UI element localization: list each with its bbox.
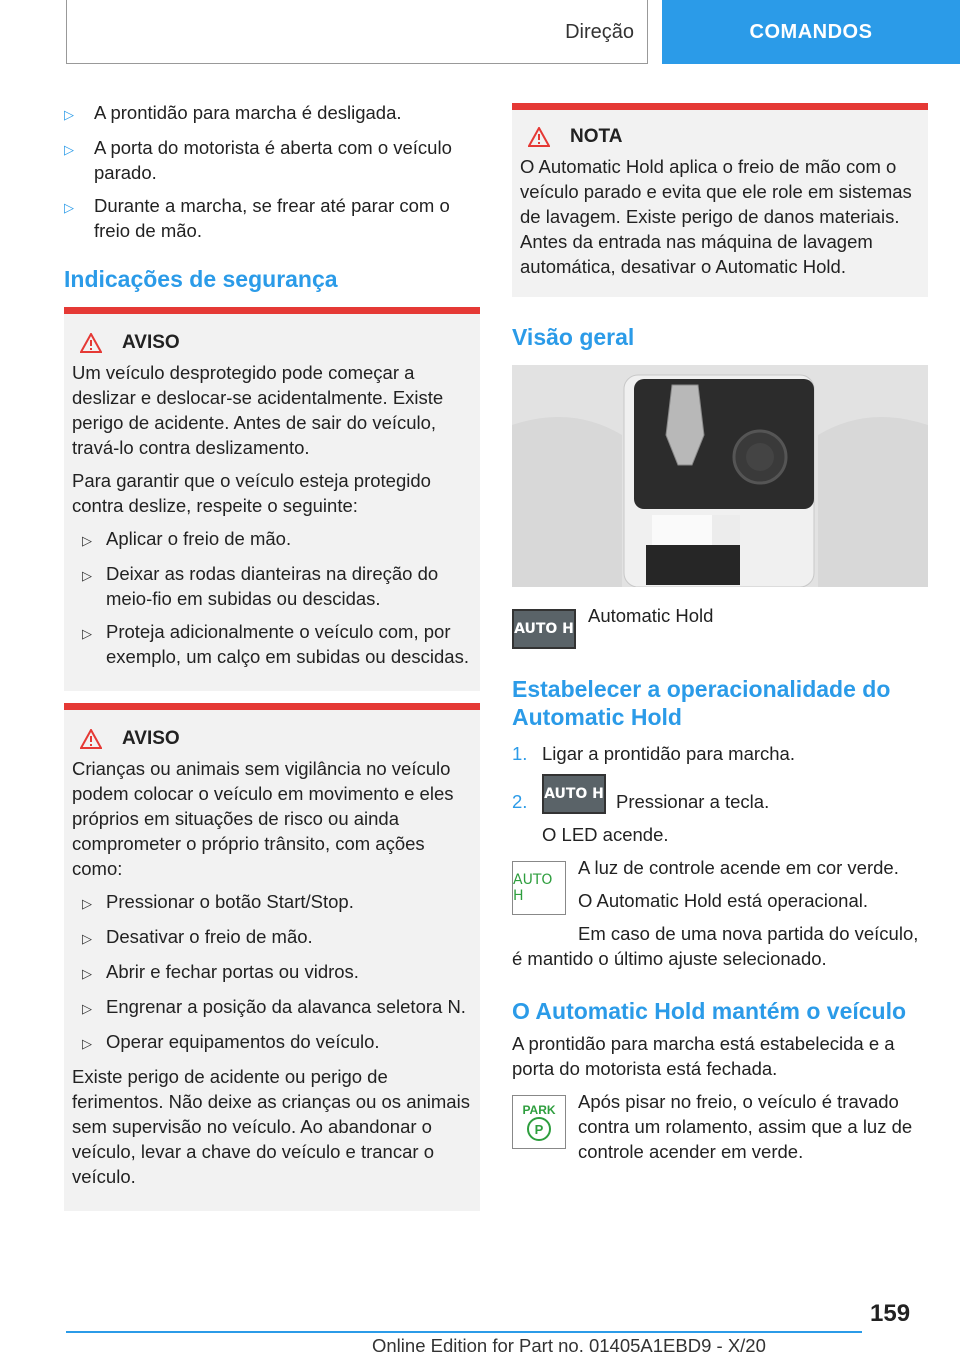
warning-text: Crianças ou animais sem vigilância no veículo podem colocar o veículo em movimento e eles próprios em situações de risco ou ainda comprometer o próprio trânsito, com ações como: <box>72 758 454 879</box>
list-item: ▷ Desativar o freio de mão. <box>72 924 472 951</box>
list-item: ▷ Abrir e fechar portas ou vidros. <box>72 959 472 986</box>
page-number: 159 <box>870 1300 911 1327</box>
note-box <box>512 103 928 297</box>
right-column <box>512 103 928 1172</box>
warning-title: AVISO <box>72 728 472 750</box>
holds-heading: O Automatic Hold mantém o veículo <box>512 998 907 1024</box>
park-circle-icon: P <box>527 1117 551 1141</box>
list-item: ▷ Operar equipamentos do veículo. <box>72 1029 472 1056</box>
warning-text: Existe perigo de acidente ou perigo de ferimentos. Não deixe as crianças ou os animais sem supervisão no veículo. Ao abandonar o veículo, levar a chave do veículo e trancar o veículo. <box>72 1066 470 1187</box>
warning-box-2 <box>64 703 480 1211</box>
warning-text: Para garantir que o veículo esteja protegido contra deslize, respeite o seguinte: <box>72 470 431 516</box>
gear-console-illustration <box>512 365 928 587</box>
triangle-bullet-icon: ▷ <box>64 107 74 122</box>
list-item: ▷ Pressionar o botão Start/Stop. <box>72 889 472 916</box>
triangle-bullet-icon: ▷ <box>82 1001 92 1016</box>
gear-console-photo <box>512 365 928 587</box>
triangle-bullet-icon: ▷ <box>64 200 74 215</box>
warning-triangle-icon <box>528 127 550 147</box>
left-column <box>64 100 480 1211</box>
section-title: Direção <box>565 20 634 43</box>
park-row <box>512 1089 928 1172</box>
warning-triangle-icon <box>80 729 102 749</box>
list-item: ▷ Aplicar o freio de mão. <box>72 526 472 553</box>
note-text: O Automatic Hold aplica o freio de mão com o veículo parado e evita que ele role em sistemas de lavagem. Existe perigo de danos materiais. Antes da entrada nas máquina de lavagem automática, desativar o Automatic Hold. <box>520 156 912 277</box>
triangle-bullet-icon: ▷ <box>82 533 92 548</box>
edition-text: Online Edition for Part no. 01405A1EBD9 - X/20 <box>372 1335 766 1356</box>
list-item: ▷ A prontidão para marcha é desligada. <box>64 100 480 127</box>
chapter-tab: COMANDOS <box>662 0 960 64</box>
list-item: ▷ Proteja adicionalmente o veículo com, por exemplo, um calço em subidas ou descidas. <box>82 621 469 667</box>
overview-heading: Visão geral <box>512 324 635 350</box>
auto-h-button-image: AUTO H <box>542 774 606 814</box>
warning-text: Um veículo desprotegido pode começar a deslizar e deslocar-se acidentalmente. Existe perigo de acidente. Antes de sair do veículo, travá-lo contra deslizamento. <box>72 362 444 458</box>
auto-h-button-image: AUTO H <box>512 609 576 649</box>
footer-divider <box>66 1331 862 1333</box>
triangle-bullet-icon: ▷ <box>82 1036 92 1051</box>
holds-text: A prontidão para marcha está estabelecida e a porta do motorista está fechada. <box>512 1033 895 1079</box>
triangle-bullet-icon: ▷ <box>64 142 74 157</box>
warning-title: AVISO <box>72 332 472 354</box>
note-title: NOTA <box>520 126 920 148</box>
park-text: Após pisar no freio, o veículo é travado contra um rolamento, assim que a luz de controle acender em verde. <box>578 1091 913 1162</box>
warning-box-1 <box>64 307 480 691</box>
safety-heading: Indicações de segurança <box>64 266 338 292</box>
triangle-bullet-icon: ▷ <box>82 896 92 911</box>
indicator-row <box>512 855 928 921</box>
restart-text: Em caso de uma nova partida do veículo, é mantido o último ajuste selecionado. <box>512 923 919 969</box>
list-item: ▷ Durante a marcha, se frear até parar com o freio de mão. <box>64 195 450 241</box>
list-item: ▷ A porta do motorista é aberta com o veículo parado. <box>64 137 452 183</box>
list-item: ▷ Engrenar a posição da alavanca seletora N. <box>72 994 472 1021</box>
establish-heading: Estabelecer a operacionalidade do Automatic Hold <box>512 676 891 730</box>
triangle-bullet-icon: ▷ <box>82 626 92 641</box>
triangle-bullet-icon: ▷ <box>82 568 92 583</box>
list-item: ▷ Deixar as rodas dianteiras na direção do meio-fio em subidas ou descidas. <box>82 563 439 609</box>
auto-h-indicator-icon: AUTO H <box>512 861 566 915</box>
led-text: O LED acende. <box>542 824 669 845</box>
indicator-text: A luz de controle acende em cor verde. O Automatic Hold está operacional. <box>578 857 899 911</box>
image-caption: Automatic Hold <box>588 605 714 626</box>
step-item: 1. Ligar a prontidão para marcha. <box>512 743 795 764</box>
step-item: 2. AUTO H Pressionar a tecla. <box>512 774 928 814</box>
triangle-bullet-icon: ▷ <box>82 931 92 946</box>
caption-row <box>512 605 928 649</box>
triangle-bullet-icon: ▷ <box>82 966 92 981</box>
warning-triangle-icon <box>80 333 102 353</box>
park-indicator-icon: PARK P <box>512 1095 566 1149</box>
